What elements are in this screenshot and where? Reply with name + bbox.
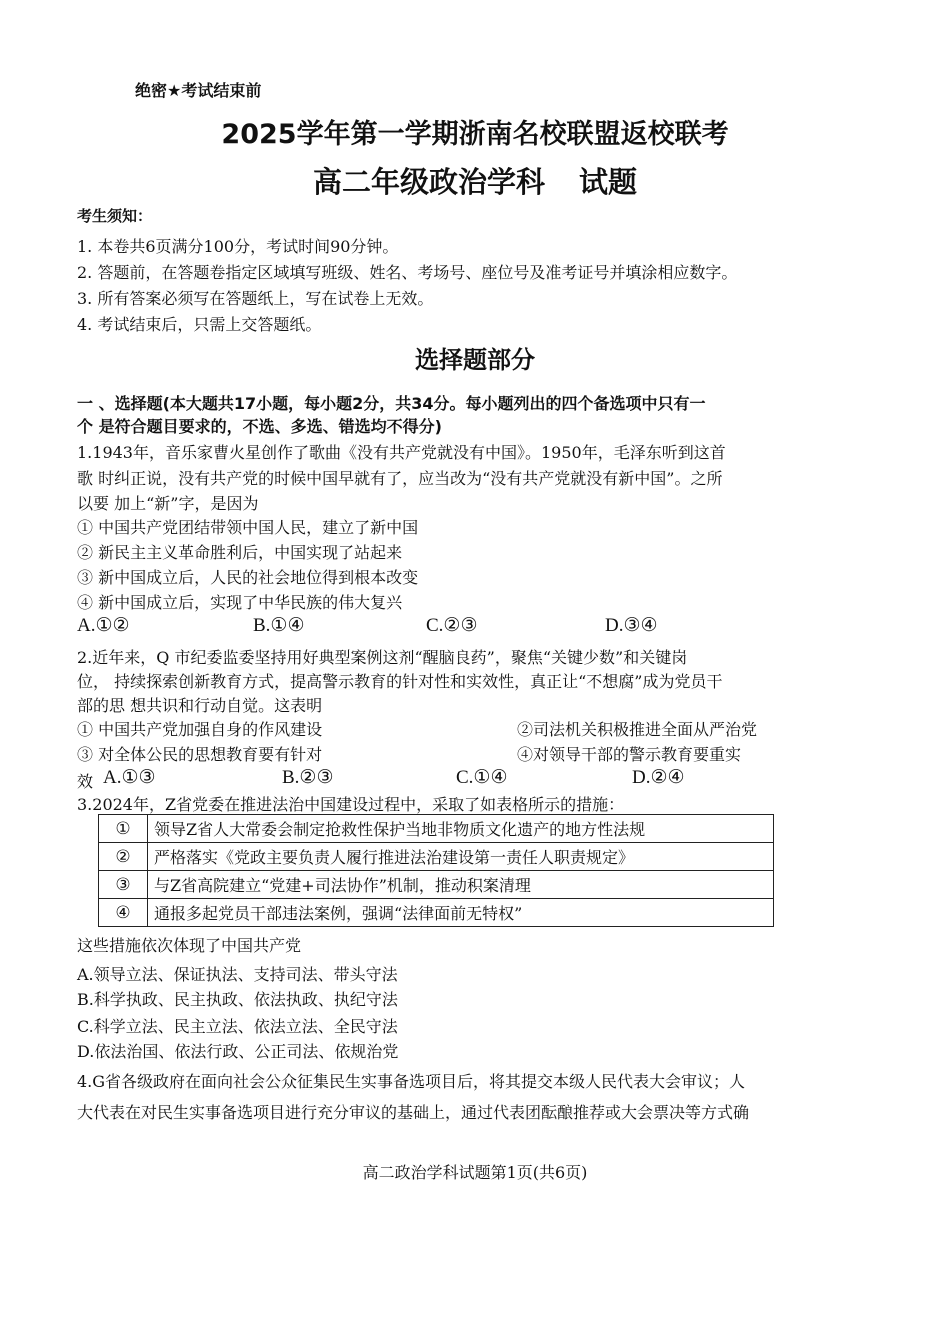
instructions-line: 个 是符合题目要求的，不选、多选、错选均不得分) [77, 417, 442, 436]
notice-heading: 考生须知： [77, 207, 153, 225]
table-cell-number: ④ [99, 899, 148, 927]
q4-stem-line: 大代表在对民生实事备选项目进行充分审议的基础上，通过代表团酝酿推荐或大会票决等方式确 [77, 1103, 750, 1122]
measures-table [98, 814, 774, 927]
table-row [99, 871, 774, 899]
q4-stem-line: 4.G省各级政府在面向社会公众征集民生实事备选项目后，将其提交本级人民代表大会审议；人 [77, 1072, 746, 1091]
q2-stem-line: 部的思 想共识和行动自觉。这表明 [77, 696, 323, 715]
q2-item: ③ 对全体公民的思想教育要有针对 [77, 745, 323, 764]
q1-option-c: C.②③ [426, 615, 478, 636]
q1-stem-line: 歌 时纠正说，没有共产党的时候中国早就有了，应当改为“没有共产党就没有新中国”。之所 [77, 469, 723, 488]
q2-stem-line: 位， 持续探索创新教育方式，提高警示教育的针对性和实效性，真正让“不想腐”成为党员干 [77, 672, 723, 691]
table-cell-number: ③ [99, 871, 148, 899]
section-title: 选择题部分 [415, 346, 535, 374]
q2-option-b: B.②③ [282, 767, 334, 788]
q3-option-d: D.依法治国、依法行政、公正司法、依规治党 [77, 1042, 399, 1061]
table-row [99, 843, 774, 871]
q2-option-d: D.②④ [632, 767, 685, 788]
table-cell-text: 严格落实《党政主要负责人履行推进法治建设第一责任人职责规定》 [148, 843, 774, 871]
notice-item: 4. 考试结束后，只需上交答题纸。 [77, 315, 322, 334]
confidential-label: 绝密★考试结束前 [135, 81, 262, 100]
q2-option-c: C.①④ [456, 767, 508, 788]
q1-option-b: B.①④ [253, 615, 305, 636]
instructions-line: 一 、选择题(本大题共17小题，每小题2分，共34分。每小题列出的四个备选项中只有一 [77, 394, 706, 413]
page-footer: 高二政治学科试题第1页(共6页) [362, 1163, 588, 1182]
q3-stem: 3.2024年，Z省党委在推进法治中国建设过程中，采取了如表格所示的措施： [77, 795, 625, 814]
q1-stem-line: 1.1943年，音乐家曹火星创作了歌曲《没有共产党就没有中国》。1950年，毛泽东听到这首 [77, 443, 726, 462]
q2-option-a: A.①③ [103, 767, 156, 788]
table-cell-text: 通报多起党员干部违法案例，强调“法律面前无特权” [148, 899, 774, 927]
exam-title: 2025学年第一学期浙南名校联盟返校联考 [221, 119, 729, 150]
table-row [99, 815, 774, 843]
exam-subtitle [0, 160, 950, 201]
q1-option-d: D.③④ [605, 615, 658, 636]
q2-item: ① 中国共产党加强自身的作风建设 [77, 720, 323, 739]
table-row [99, 899, 774, 927]
q2-stem-line: 2.近年来，Q 市纪委监委坚持用好典型案例这剂“醒脑良药”，聚焦“关键少数”和关键岗 [77, 648, 688, 667]
q3-option-b: B.科学执政、民主执政、依法执政、执纪守法 [77, 990, 398, 1009]
table-cell-number: ② [99, 843, 148, 871]
q1-item: ③ 新中国成立后，人民的社会地位得到根本改变 [77, 568, 419, 587]
subtitle-type: 试题 [579, 165, 638, 199]
q1-item: ② 新民主主义革命胜利后，中国实现了站起来 [77, 543, 403, 562]
table-cell-text: 领导Z省人大常委会制定抢救性保护当地非物质文化遗产的地方性法规 [148, 815, 774, 843]
table-cell-text: 与Z省高院建立“党建+司法协作”机制，推动积案清理 [148, 871, 774, 899]
q3-option-a: A.领导立法、保证执法、支持司法、带头守法 [77, 965, 398, 984]
q1-stem-line: 以要 加上“新”字，是因为 [77, 494, 259, 513]
q1-option-a: A.①② [77, 615, 130, 636]
q2-item: ②司法机关积极推进全面从严治党 [517, 720, 758, 739]
q2-item: ④对领导干部的警示教育要重实 [517, 745, 742, 764]
q1-item: ① 中国共产党团结带领中国人民，建立了新中国 [77, 518, 419, 537]
subtitle-subject: 高二年级政治学科 [312, 165, 545, 199]
q2-item-tail: 效 [77, 772, 94, 791]
q3-after-table: 这些措施依次体现了中国共产党 [77, 936, 302, 955]
notice-item: 3. 所有答案必须写在答题纸上，写在试卷上无效。 [77, 289, 434, 308]
q1-item: ④ 新中国成立后，实现了中华民族的伟大复兴 [77, 593, 403, 612]
q3-option-c: C.科学立法、民主立法、依法立法、全民守法 [77, 1017, 398, 1036]
notice-item: 2. 答题前，在答题卷指定区域填写班级、姓名、考场号、座位号及准考证号并填涂相应数字。 [77, 263, 738, 282]
table-cell-number: ① [99, 815, 148, 843]
notice-item: 1. 本卷共6页满分100分，考试时间90分钟。 [77, 237, 399, 256]
